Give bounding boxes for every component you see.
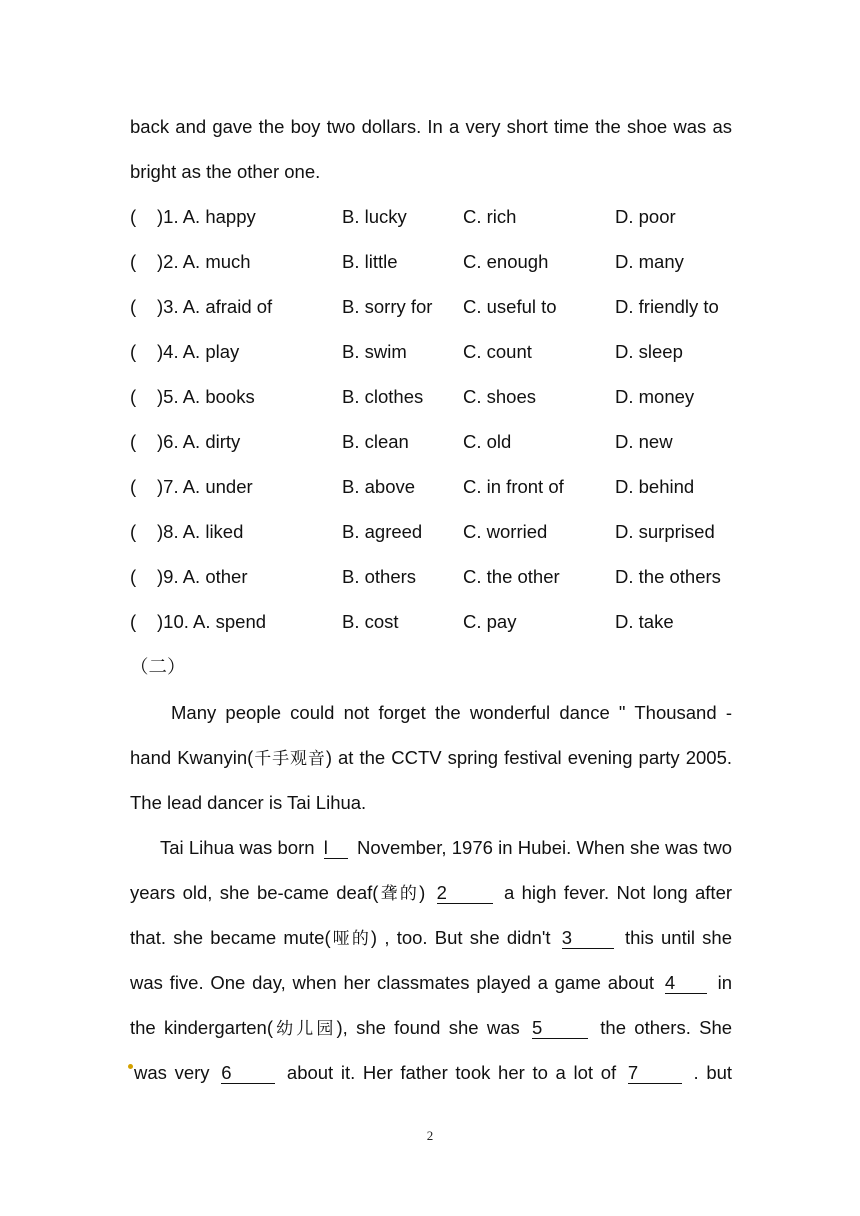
- option-b: B. sorry for: [342, 296, 433, 317]
- p2-line-2: years old, she be-came deaf(聋的) 2 a high fever. Not long after: [130, 882, 733, 904]
- blank-6: 6: [221, 1063, 275, 1084]
- option-d: D. take: [615, 611, 674, 632]
- answer-paren: (: [130, 251, 137, 272]
- option-d: D. new: [615, 431, 673, 452]
- option-c: C. pay: [463, 611, 517, 632]
- option-a: )6. A. dirty: [157, 431, 241, 452]
- answer-paren: (: [130, 476, 137, 497]
- option-b: B. agreed: [342, 521, 423, 542]
- option-c: C. enough: [463, 251, 549, 272]
- question-row: [130, 205, 750, 229]
- question-row: [130, 250, 750, 274]
- option-c: C. shoes: [463, 386, 537, 407]
- question-row: [130, 475, 750, 499]
- p1-line-3: The lead dancer is Tai Lihua.: [130, 792, 367, 813]
- option-d: D. poor: [615, 206, 676, 227]
- question-row: [130, 340, 750, 364]
- blank-5: 5: [532, 1018, 588, 1039]
- option-d: D. money: [615, 386, 695, 407]
- option-a: )9. A. other: [157, 566, 248, 587]
- blank-1: l: [324, 838, 348, 859]
- option-d: D. sleep: [615, 341, 683, 362]
- answer-paren: (: [130, 386, 137, 407]
- option-b: B. swim: [342, 341, 407, 362]
- question-row: [130, 565, 750, 589]
- intro-line-2: bright as the other one.: [130, 161, 321, 182]
- p2-line-4: was five. One day, when her classmates played a game about 4 in: [130, 972, 732, 993]
- p1-line-1: Many people could not forget the wonderful dance " Thousand -: [171, 702, 732, 723]
- option-c: C. worried: [463, 521, 548, 542]
- answer-paren: (: [130, 611, 137, 632]
- option-a: )5. A. books: [157, 386, 255, 407]
- option-b: B. clothes: [342, 386, 424, 407]
- option-d: D. the others: [615, 566, 721, 587]
- section-label: （二）: [130, 656, 186, 677]
- p1-line-2: hand Kwanyin(千手观音) at the CCTV spring festival evening party 2005.: [130, 747, 733, 769]
- answer-paren: (: [130, 296, 137, 317]
- option-c: C. in front of: [463, 476, 564, 497]
- blank-3: 3: [562, 928, 614, 949]
- option-b: B. others: [342, 566, 417, 587]
- option-c: C. old: [463, 431, 512, 452]
- option-a: )1. A. happy: [157, 206, 256, 227]
- blank-7: 7: [628, 1063, 682, 1084]
- p2-line-5: the kindergarten(幼儿园), she found she was 5 the others. She: [130, 1017, 733, 1039]
- option-c: C. useful to: [463, 296, 557, 317]
- option-a: )2. A. much: [157, 251, 251, 272]
- option-c: C. count: [463, 341, 532, 362]
- p2-line-1: Tai Lihua was born l November, 1976 in Hubei. When she was two: [160, 837, 733, 858]
- intro-line-1: back and gave the boy two dollars. In a very short time the shoe was as: [130, 116, 732, 137]
- question-row: [130, 430, 750, 454]
- question-row: [130, 610, 750, 634]
- option-a: )7. A. under: [157, 476, 253, 497]
- blank-2: 2: [437, 883, 493, 904]
- option-d: D. friendly to: [615, 296, 719, 317]
- option-c: C. the other: [463, 566, 560, 587]
- option-d: D. surprised: [615, 521, 715, 542]
- p2-line-6: was very 6 about it. Her father took her to a lot of 7 . but: [134, 1062, 733, 1083]
- answer-paren: (: [130, 566, 137, 587]
- option-a: )10. A. spend: [157, 611, 267, 632]
- answer-paren: (: [130, 206, 137, 227]
- option-a: )8. A. liked: [157, 521, 244, 542]
- question-row: [130, 385, 750, 409]
- page-number: 2: [426, 1128, 434, 1143]
- highlight-dot: [128, 1064, 133, 1069]
- option-a: )4. A. play: [157, 341, 240, 362]
- question-row: [130, 295, 750, 319]
- option-d: D. many: [615, 251, 684, 272]
- question-row: [130, 520, 750, 544]
- option-b: B. above: [342, 476, 416, 497]
- option-b: B. little: [342, 251, 398, 272]
- answer-paren: (: [130, 431, 137, 452]
- blank-4: 4: [665, 973, 707, 994]
- option-b: B. lucky: [342, 206, 407, 227]
- option-b: B. clean: [342, 431, 409, 452]
- answer-paren: (: [130, 521, 137, 542]
- option-a: )3. A. afraid of: [157, 296, 273, 317]
- answer-paren: (: [130, 341, 137, 362]
- option-c: C. rich: [463, 206, 517, 227]
- p2-line-3: that. she became mute(哑的) , too. But she didn't 3 this until she: [130, 927, 732, 949]
- option-b: B. cost: [342, 611, 399, 632]
- option-d: D. behind: [615, 476, 695, 497]
